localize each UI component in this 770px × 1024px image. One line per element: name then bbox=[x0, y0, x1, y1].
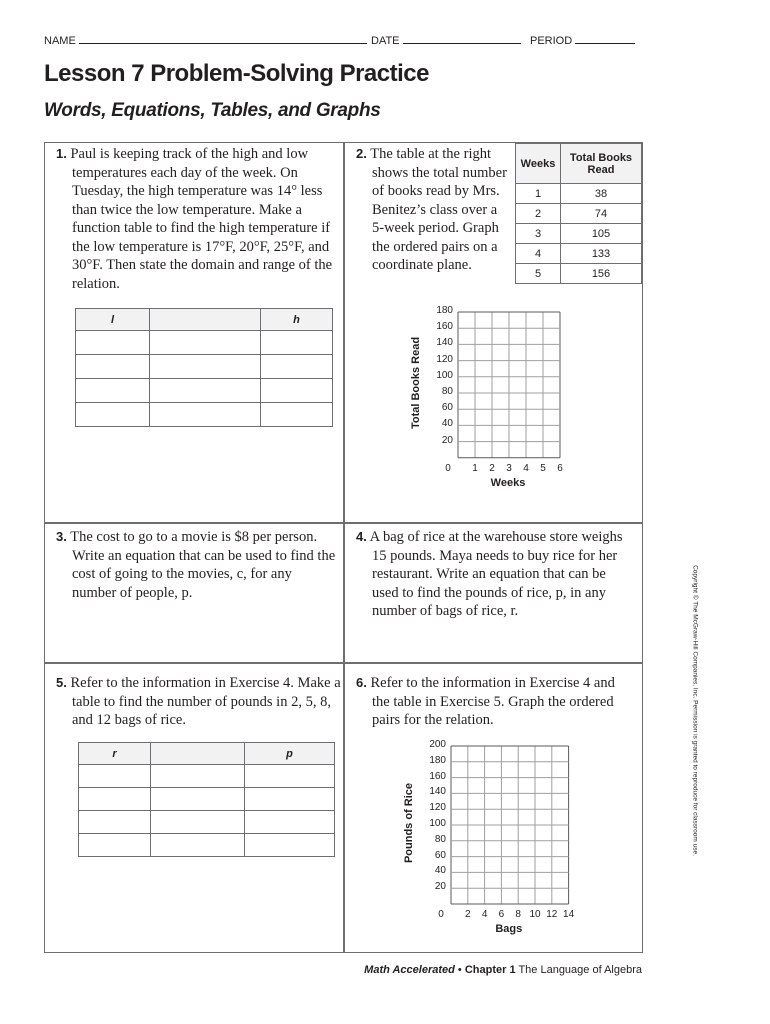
table-cell[interactable] bbox=[79, 765, 151, 788]
problem-6: 6. Refer to the information in Exercise 4 and the table in Exercise 5. Graph the ordered pairs for the relation. bbox=[356, 675, 615, 728]
copyright-notice: Copyright © The McGraw-Hill Companies, Inc. Permission is granted to reproduce for classroom use. bbox=[691, 565, 699, 856]
table-cell[interactable] bbox=[76, 331, 150, 355]
table-cell[interactable] bbox=[150, 331, 261, 355]
period-label: PERIOD bbox=[530, 35, 573, 47]
y-tick-label: 160 bbox=[436, 321, 453, 333]
x-tick-label: 10 bbox=[529, 909, 541, 920]
table-cell[interactable] bbox=[245, 834, 335, 857]
table-cell[interactable] bbox=[261, 331, 333, 355]
table-cell[interactable] bbox=[245, 811, 335, 834]
y-tick-label: 140 bbox=[436, 337, 453, 349]
function-table-1: l h bbox=[75, 308, 333, 427]
y-tick-label: 120 bbox=[429, 802, 446, 814]
y-tick-label: 80 bbox=[441, 386, 453, 397]
table-cell[interactable] bbox=[76, 403, 150, 427]
table-cell[interactable] bbox=[151, 788, 245, 811]
y-tick-label: 160 bbox=[429, 770, 446, 782]
x-tick-label: 4 bbox=[523, 462, 529, 474]
row-divider bbox=[44, 522, 643, 524]
table-cell[interactable] bbox=[245, 788, 335, 811]
table-cell[interactable] bbox=[261, 379, 333, 403]
y-tick-label: 100 bbox=[436, 369, 453, 381]
x-tick-label: 12 bbox=[546, 909, 558, 920]
problem-4: 4. A bag of rice at the warehouse store weighs 15 pounds. Maya needs to buy rice for her restaurant. Write an equation that can be used to find the pounds of rice, p, in any number of bags of rice, r. bbox=[356, 529, 623, 619]
chapter-title: The Language of Algebra bbox=[518, 964, 642, 976]
x-tick-label: 4 bbox=[481, 909, 488, 920]
table-cell[interactable] bbox=[245, 765, 335, 788]
table-cell[interactable] bbox=[79, 788, 151, 811]
problem-3: 3. The cost to go to a movie is $8 per person. Write an equation that can be used to find the cost of going to the movies, c, for any number of people, p. bbox=[56, 529, 336, 601]
problem-5: 5. Refer to the information in Exercise 4. Make a table to find the number of pounds in 2, 5, 8, and 12 bags of rice. bbox=[56, 675, 341, 728]
x-axis-label: Weeks bbox=[490, 476, 526, 489]
books-table: Weeks Total Books Read 1 38 2 74 3 105 4 133 5 156 bbox=[515, 143, 642, 284]
page-title: Lesson 7 Problem-Solving Practice bbox=[44, 60, 429, 87]
graph-grid[interactable] bbox=[450, 745, 570, 905]
period-field[interactable] bbox=[530, 34, 635, 47]
date-label: DATE bbox=[371, 35, 400, 47]
y-tick-label: 140 bbox=[429, 786, 446, 798]
function-table-5: r p bbox=[78, 742, 335, 857]
x-tick-label: 3 bbox=[506, 462, 512, 474]
x-tick-label: 5 bbox=[540, 462, 546, 474]
y-tick-label: 60 bbox=[434, 849, 446, 861]
x-tick-label: 8 bbox=[515, 909, 521, 920]
page-subtitle: Words, Equations, Tables, and Graphs bbox=[44, 100, 381, 121]
y-tick-label: 60 bbox=[441, 402, 453, 414]
y-tick-label: 20 bbox=[434, 881, 446, 893]
table-cell[interactable] bbox=[261, 403, 333, 427]
name-field[interactable] bbox=[44, 34, 367, 47]
table-cell[interactable] bbox=[150, 403, 261, 427]
table-cell[interactable] bbox=[151, 811, 245, 834]
table-cell[interactable] bbox=[150, 379, 261, 403]
y-tick-label: 80 bbox=[434, 833, 446, 845]
y-tick-label: 120 bbox=[436, 353, 453, 365]
x-tick-label: 14 bbox=[563, 909, 575, 920]
table-cell[interactable] bbox=[151, 765, 245, 788]
y-tick-label: 40 bbox=[441, 418, 453, 430]
course-name: Math Accelerated bbox=[364, 964, 455, 976]
x-tick-label: 1 bbox=[472, 462, 478, 474]
x-tick-label: 2 bbox=[489, 462, 495, 474]
y-tick-label: 180 bbox=[429, 754, 446, 766]
y-tick-label: 100 bbox=[429, 818, 446, 829]
date-field[interactable] bbox=[371, 34, 521, 47]
y-tick-label: 40 bbox=[434, 865, 446, 877]
x-tick-label: 0 bbox=[438, 909, 444, 920]
x-tick-label: 0 bbox=[445, 462, 451, 474]
x-tick-label: 6 bbox=[557, 462, 563, 474]
y-axis-label: Total Books Read bbox=[410, 336, 422, 429]
y-tick-label: 180 bbox=[436, 305, 453, 316]
y-axis-label: Pounds of Rice bbox=[403, 782, 415, 864]
column-divider bbox=[343, 142, 345, 953]
y-tick-label: 20 bbox=[441, 434, 453, 446]
x-tick-label: 6 bbox=[498, 909, 505, 920]
graph-grid[interactable] bbox=[457, 311, 561, 459]
problem-2: 2. The table at the right shows the total number of books read by Mrs. Benitez’s class over a 5-week period. Graph the ordered pairs on a coordinate plane. bbox=[356, 146, 507, 273]
table-cell[interactable] bbox=[76, 379, 150, 403]
table-cell[interactable] bbox=[150, 355, 261, 379]
table-cell[interactable] bbox=[79, 834, 151, 857]
y-tick-label: 200 bbox=[429, 739, 446, 750]
x-axis-label: Bags bbox=[495, 923, 523, 935]
table-cell[interactable] bbox=[76, 355, 150, 379]
name-label: NAME bbox=[44, 35, 76, 47]
table-cell[interactable] bbox=[79, 811, 151, 834]
table-cell[interactable] bbox=[261, 355, 333, 379]
row-divider bbox=[44, 662, 643, 664]
x-tick-label: 2 bbox=[465, 909, 471, 920]
problem-1: 1. Paul is keeping track of the high and low temperatures each day of the week. On Tuesday, the high temperature was 14° less than twice the low temperature. Make a function table to find the high temperature if the low temperature is 17°F, 20°F, 25°F, and 30°F. Then state the domain and range of the relation. bbox=[56, 146, 333, 292]
chapter-number: Chapter 1 bbox=[464, 964, 516, 976]
page-footer: Math Accelerated • Chapter 1 The Language of Algebra bbox=[364, 964, 642, 976]
table-cell[interactable] bbox=[151, 834, 245, 857]
